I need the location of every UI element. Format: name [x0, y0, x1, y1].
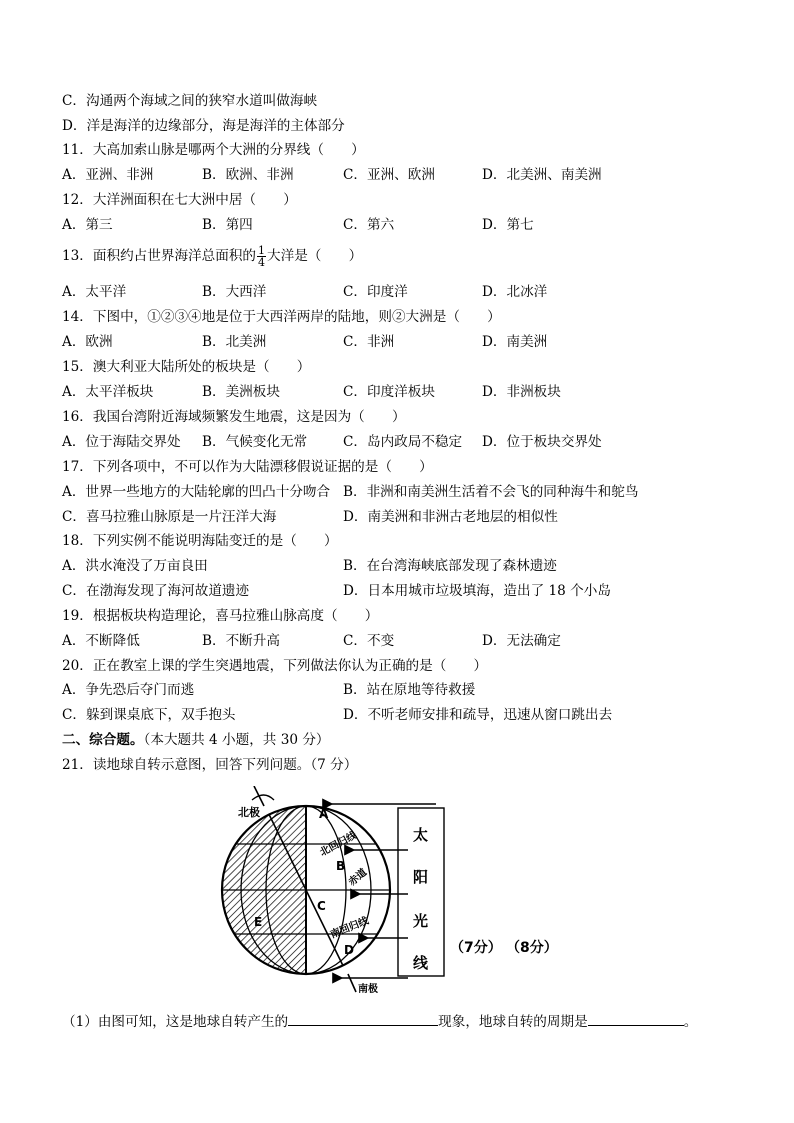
question-14: 14．下图中，①②③④地是位于大西洋两岸的陆地，则②大洲是（ ）	[62, 309, 501, 325]
option-d: D．北美洲、南美洲	[482, 167, 602, 183]
option-c: C．印度洋	[343, 284, 408, 300]
south-pole-label: 南极	[358, 984, 378, 995]
option-d: D．无法确定	[482, 633, 561, 649]
tropic-of-capricorn-label: 南回归线	[329, 915, 371, 941]
option-d: D．日本用城市垃圾填海，造出了 18 个小岛	[343, 583, 611, 599]
north-pole-label: 北极	[238, 806, 260, 819]
option-b: B．不断升高	[202, 633, 280, 649]
sub-1-text-mid: 现象，地球自转的周期是	[438, 1014, 588, 1030]
question-12: 12．大洋洲面积在七大洲中居（ ）	[62, 192, 297, 208]
question-15: 15．澳大利亚大陆所处的板块是（ ）	[62, 359, 311, 375]
option-d: D．第七	[482, 217, 534, 233]
option-c: C．躲到课桌底下，双手抱头	[62, 707, 236, 723]
fraction-numerator: 1	[258, 244, 266, 257]
option-c: C．印度洋板块	[343, 384, 435, 400]
point-e-label: E	[254, 915, 263, 929]
question-17: 17．下列各项中，不可以作为大陆漂移假说证据的是（ ）	[62, 459, 433, 475]
option-d: D．南美洲	[482, 334, 548, 350]
point-b-label: B	[336, 859, 346, 873]
question-21: 21．读地球自转示意图，回答下列问题。（7 分）	[62, 757, 358, 773]
point-d-label: D	[344, 943, 354, 957]
rotation-arrow	[252, 795, 274, 800]
equator-label: 赤道	[346, 867, 370, 889]
option-c: C．亚洲、欧洲	[343, 167, 435, 183]
option-d: D．非洲板块	[482, 384, 561, 400]
axis-south-extension	[348, 974, 356, 992]
option-c: C．不变	[343, 633, 395, 649]
section-2-note: （本大题共 4 小题，共 30 分）	[143, 732, 330, 748]
score-label-1: （7分）	[450, 940, 502, 956]
question-16: 16．我国台湾附近海域频繁发生地震，这是因为（ ）	[62, 409, 406, 425]
sunlight-char: 太	[413, 826, 429, 844]
option-d: D．南美洲和非洲古老地层的相似性	[343, 509, 558, 525]
question-13-stem-pre: 13．面积约占世界海洋总面积的	[62, 248, 257, 264]
option-b: B．第四	[202, 217, 253, 233]
option-a: A．第三	[62, 217, 113, 233]
option-a: A．欧洲	[62, 334, 113, 350]
option-b: B．非洲和南美洲生活着不会飞的同种海牛和鸵鸟	[343, 484, 639, 500]
question-20: 20．正在教室上课的学生突遇地震，下列做法你认为正确的是（ ）	[62, 658, 488, 674]
answer-blank-2[interactable]	[588, 1013, 684, 1026]
option-c-previous: C．沟通两个海域之间的狭窄水道叫做海峡	[62, 93, 318, 109]
option-a: A．亚洲、非洲	[62, 167, 154, 183]
option-d: D．不听老师安排和疏导，迅速从窗口跳出去	[343, 707, 613, 723]
question-11: 11．大高加索山脉是哪两个大洲的分界线（ ）	[62, 142, 365, 158]
option-a: A．太平洋板块	[62, 384, 154, 400]
sub-1-text-pre: （1）由图可知，这是地球自转产生的	[62, 1014, 289, 1030]
sunlight-char: 线	[413, 954, 429, 972]
fraction-one-quarter	[257, 245, 266, 268]
sub-1-text-end: 。	[683, 1014, 698, 1030]
section-2-title: 二、综合题。	[62, 732, 144, 748]
question-18: 18．下列实例不能说明海陆变迁的是（ ）	[62, 533, 338, 549]
option-b: B．在台湾海峡底部发现了森林遗迹	[343, 558, 557, 574]
earth-rotation-diagram	[212, 786, 572, 1000]
point-a-label: A	[319, 807, 329, 821]
option-d: D．位于板块交界处	[482, 434, 602, 450]
section-2-heading	[62, 732, 330, 748]
option-b: B．大西洋	[202, 284, 267, 300]
option-c: C．第六	[343, 217, 395, 233]
question-21-sub-1	[62, 1013, 697, 1030]
sunlight-char: 光	[413, 912, 429, 930]
option-c: C．在渤海发现了海河故道遗迹	[62, 583, 250, 599]
option-b: B．美洲板块	[202, 384, 280, 400]
option-b: B．欧洲、非洲	[202, 167, 294, 183]
score-label-2: （8分）	[506, 940, 558, 956]
option-a: A．位于海陆交界处	[62, 434, 181, 450]
option-a: A．太平洋	[62, 284, 127, 300]
option-c: C．喜马拉雅山脉原是一片汪洋大海	[62, 509, 277, 525]
point-c-label: C	[317, 899, 326, 913]
question-13-stem-post: 大洋是（ ）	[267, 248, 363, 264]
question-19: 19．根据板块构造理论，喜马拉雅山脉高度（ ）	[62, 608, 379, 624]
option-a: A．不断降低	[62, 633, 140, 649]
sunlight-char: 阳	[413, 868, 429, 886]
option-b: B．气候变化无常	[202, 434, 308, 450]
option-b: B．北美洲	[202, 334, 267, 350]
fraction-denominator: 4	[258, 256, 266, 269]
option-c: C．岛内政局不稳定	[343, 434, 463, 450]
option-c: C．非洲	[343, 334, 395, 350]
option-a: A．争先恐后夺门而逃	[62, 682, 195, 698]
option-d-previous: D．洋是海洋的边缘部分，海是海洋的主体部分	[62, 118, 345, 134]
option-a: A．洪水淹没了万亩良田	[62, 558, 208, 574]
option-a: A．世界一些地方的大陆轮廓的凹凸十分吻合	[62, 484, 331, 500]
option-b: B．站在原地等待救援	[343, 682, 476, 698]
question-13	[62, 244, 362, 268]
option-d: D．北冰洋	[482, 284, 548, 300]
answer-blank-1[interactable]	[288, 1013, 438, 1026]
tropic-of-cancer-label: 北回归线	[318, 830, 359, 859]
